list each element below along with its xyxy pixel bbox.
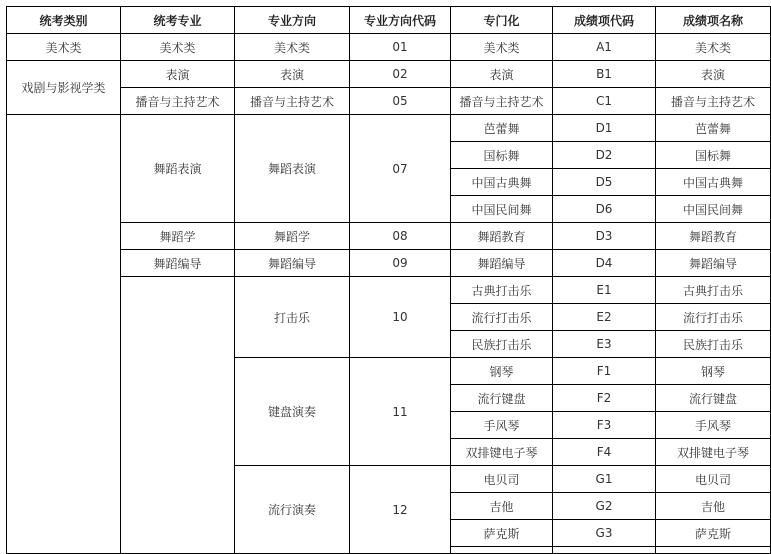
- direction-code-cell: 01: [350, 34, 451, 61]
- item-code-cell: D1: [553, 115, 656, 142]
- specialization-cell: 芭蕾舞: [451, 115, 553, 142]
- item-name-cell: 舞蹈教育: [656, 223, 771, 250]
- major-cell: [121, 277, 235, 554]
- exam-items-table: [6, 6, 771, 554]
- item-code-cell: D5: [553, 169, 656, 196]
- direction-code-cell: 02: [350, 61, 451, 88]
- item-code-cell: F4: [553, 439, 656, 466]
- specialization-cell: 古典打击乐: [451, 277, 553, 304]
- direction-cell: 播音与主持艺术: [235, 88, 350, 115]
- column-header-item-name: 成绩项名称: [656, 7, 771, 34]
- item-name-cell: 流行打击乐: [656, 304, 771, 331]
- specialization-cell: 中国古典舞: [451, 169, 553, 196]
- item-name-cell: 钢琴: [656, 358, 771, 385]
- table-row: [7, 34, 771, 61]
- specialization-cell: 钢琴: [451, 358, 553, 385]
- specialization-cell: 表演: [451, 61, 553, 88]
- specialization-cell: 民族打击乐: [451, 331, 553, 358]
- direction-code-cell: 12: [350, 466, 451, 554]
- direction-cell: 打击乐: [235, 277, 350, 358]
- item-name-cell: 古典打击乐: [656, 277, 771, 304]
- direction-cell: 表演: [235, 61, 350, 88]
- table-row: [7, 223, 771, 250]
- item-name-cell: 萨克斯: [656, 520, 771, 547]
- item-code-cell: E1: [553, 277, 656, 304]
- item-name-cell: 舞蹈编导: [656, 250, 771, 277]
- item-name-cell: 民族打击乐: [656, 331, 771, 358]
- item-name-cell: 芭蕾舞: [656, 115, 771, 142]
- item-code-cell: A1: [553, 34, 656, 61]
- direction-cell: 美术类: [235, 34, 350, 61]
- column-header-direction: 专业方向: [235, 7, 350, 34]
- column-header-item-code: 成绩项代码: [553, 7, 656, 34]
- direction-code-cell: 11: [350, 358, 451, 466]
- specialization-cell: 中国民间舞: [451, 196, 553, 223]
- item-code-cell: F2: [553, 385, 656, 412]
- table-row: [7, 61, 771, 88]
- category-cell: 戏剧与影视学类: [7, 61, 121, 115]
- item-name-cell: 双排键电子琴: [656, 439, 771, 466]
- category-cell: 美术类: [7, 34, 121, 61]
- item-code-cell: B1: [553, 61, 656, 88]
- item-code-cell: F1: [553, 358, 656, 385]
- major-cell: 美术类: [121, 34, 235, 61]
- item-name-cell: 播音与主持艺术: [656, 88, 771, 115]
- item-name-cell: 电贝司: [656, 466, 771, 493]
- item-code-cell: E3: [553, 331, 656, 358]
- item-name-cell: 中国民间舞: [656, 196, 771, 223]
- item-name-cell: 手风琴: [656, 412, 771, 439]
- major-cell: 舞蹈表演: [121, 115, 235, 223]
- direction-cell: 舞蹈学: [235, 223, 350, 250]
- specialization-cell: 舞蹈教育: [451, 223, 553, 250]
- specialization-cell: 国标舞: [451, 142, 553, 169]
- specialization-cell: 电贝司: [451, 466, 553, 493]
- specialization-cell: 流行打击乐: [451, 304, 553, 331]
- item-name-cell: 国标舞: [656, 142, 771, 169]
- direction-cell: 键盘演奏: [235, 358, 350, 466]
- column-header-direction-code: 专业方向代码: [350, 7, 451, 34]
- item-code-cell: G2: [553, 493, 656, 520]
- item-name-cell: 美术类: [656, 34, 771, 61]
- direction-code-cell: 10: [350, 277, 451, 358]
- table-row: [7, 115, 771, 142]
- item-name-cell: 表演: [656, 61, 771, 88]
- direction-code-cell: 09: [350, 250, 451, 277]
- column-header-major: 统考专业: [121, 7, 235, 34]
- header-row: [7, 7, 771, 34]
- specialization-cell: 流行键盘: [451, 385, 553, 412]
- item-code-cell: D3: [553, 223, 656, 250]
- item-code-cell: G1: [553, 466, 656, 493]
- table-row: [7, 88, 771, 115]
- direction-cell: 流行演奏: [235, 466, 350, 554]
- specialization-cell: 双排键电子琴: [451, 439, 553, 466]
- category-cell: [7, 115, 121, 554]
- major-cell: 舞蹈学: [121, 223, 235, 250]
- table-row: [7, 277, 771, 304]
- item-code-cell: D6: [553, 196, 656, 223]
- specialization-cell: 播音与主持艺术: [451, 88, 553, 115]
- item-code-cell: C1: [553, 88, 656, 115]
- specialization-cell: 舞蹈编导: [451, 250, 553, 277]
- column-header-category: 统考类别: [7, 7, 121, 34]
- item-name-cell: 中国古典舞: [656, 169, 771, 196]
- specialization-cell: 手风琴: [451, 412, 553, 439]
- direction-code-cell: 05: [350, 88, 451, 115]
- major-cell: 播音与主持艺术: [121, 88, 235, 115]
- column-header-specialization: 专门化: [451, 7, 553, 34]
- major-cell: 表演: [121, 61, 235, 88]
- direction-code-cell: 08: [350, 223, 451, 250]
- item-code-cell: D2: [553, 142, 656, 169]
- item-code-cell: E2: [553, 304, 656, 331]
- item-name-cell: 吉他: [656, 493, 771, 520]
- specialization-cell: 美术类: [451, 34, 553, 61]
- direction-cell: 舞蹈编导: [235, 250, 350, 277]
- specialization-cell: 吉他: [451, 493, 553, 520]
- major-cell: 舞蹈编导: [121, 250, 235, 277]
- item-name-cell: 流行键盘: [656, 385, 771, 412]
- item-code-cell: F3: [553, 412, 656, 439]
- direction-code-cell: 07: [350, 115, 451, 223]
- item-code-cell: D4: [553, 250, 656, 277]
- direction-cell: 舞蹈表演: [235, 115, 350, 223]
- specialization-cell: 萨克斯: [451, 520, 553, 547]
- item-code-cell: G3: [553, 520, 656, 547]
- table-row: [7, 250, 771, 277]
